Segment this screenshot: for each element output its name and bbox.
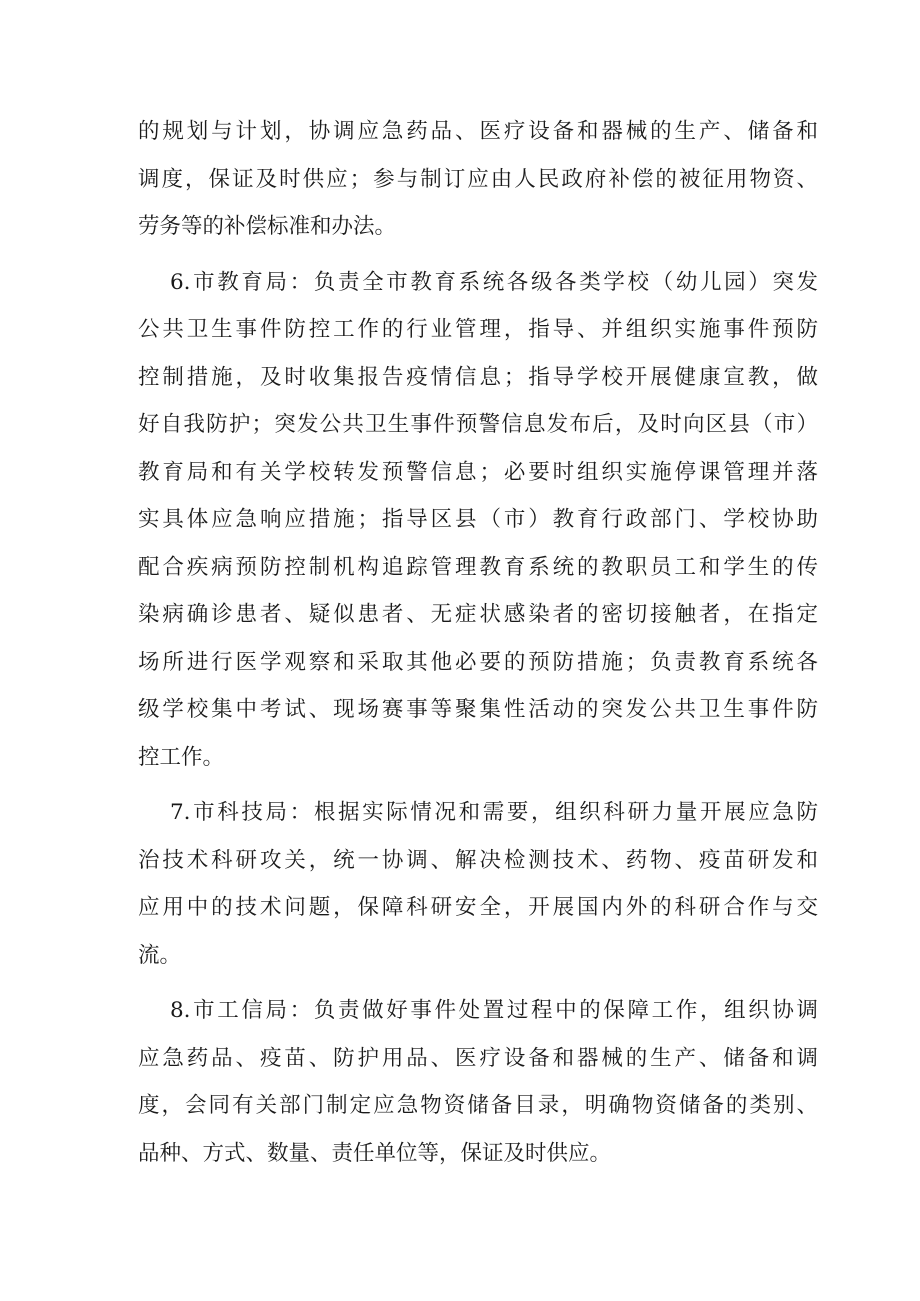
document-body [138,108,818,1177]
paragraph-procurement-continued [138,108,818,251]
text-line: 8.市工信局：负责做好事件处置过程中的保障工作，组织协调 [170,998,818,1023]
text-line: 级学校集中考试、现场赛事等聚集性活动的突发公共卫生事件防 [138,697,818,722]
text-line: 场所进行医学观察和采取其他必要的预防措施；负责教育系统各 [138,649,818,675]
text-line: 应用中的技术问题，保障科研安全，开展国内外的科研合作与交 [138,895,818,920]
text-line: 实具体应急响应措施；指导区县（市）教育行政部门、学校协助 [138,507,818,532]
text-line: 品种、方式、数量、责任单位等，保证及时供应。 [138,1140,612,1166]
text-line: 控工作。 [138,744,225,770]
text-line: 公共卫生事件防控工作的行业管理，指导、并组织实施事件预防 [138,317,818,342]
text-line: 调度，保证及时供应；参与制订应由人民政府补偿的被征用物资、 [138,166,818,192]
text-line: 6.市教育局：负责全市教育系统各级各类学校（幼儿园）突发 [170,269,818,295]
text-line: 度，会同有关部门制定应急物资储备目录，明确物资储备的类别、 [138,1093,818,1118]
text-line: 染病确诊患者、疑似患者、无症状感染者的密切接触者，在指定 [138,602,818,627]
text-line: 配合疾病预防控制机构追踪管理教育系统的教职员工和学生的传 [138,554,818,580]
text-line: 应急药品、疫苗、防护用品、医疗设备和器械的生产、储备和调 [138,1045,818,1071]
paragraph-science-bureau [138,789,818,979]
paragraph-industry-bureau [138,987,818,1177]
text-line: 劳务等的补偿标准和办法。 [138,214,397,239]
text-line: 7.市科技局：根据实际情况和需要，组织科研力量开展应急防 [170,800,818,825]
text-line: 治技术科研攻关，统一协调、解决检测技术、药物、疫苗研发和 [138,847,818,873]
text-line: 流。 [138,942,182,968]
text-line: 控制措施，及时收集报告疫情信息；指导学校开展健康宣教，做 [138,364,818,390]
text-line: 好自我防护；突发公共卫生事件预警信息发布后，及时向区县（市） [138,412,818,437]
paragraph-education-bureau [138,259,818,782]
text-line: 的规划与计划，协调应急药品、医疗设备和器械的生产、储备和 [138,119,818,144]
text-line: 教育局和有关学校转发预警信息；必要时组织实施停课管理并落 [138,459,818,485]
